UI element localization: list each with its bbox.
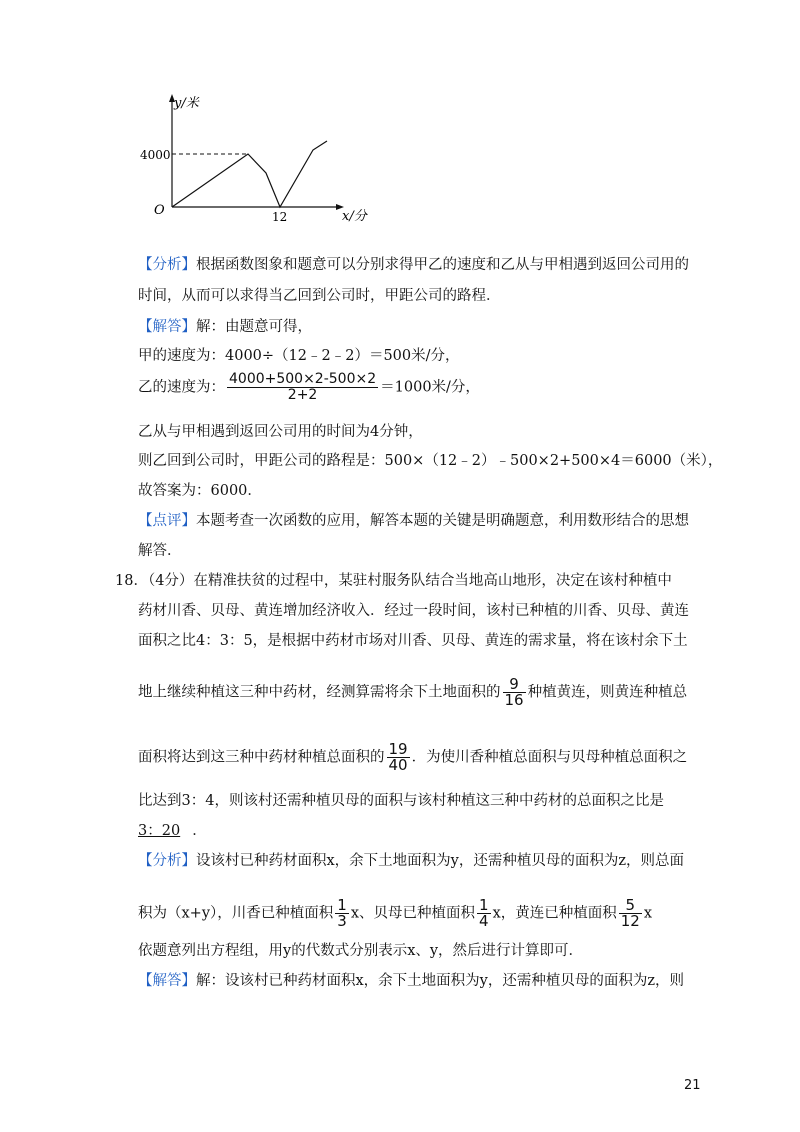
comment-text: 本题考查一次函数的应用，解答本题的关键是明确题意，利用数形结合的思想 bbox=[196, 513, 689, 529]
q18-line7 bbox=[138, 820, 207, 842]
line-b-suffix: ＝1000米/分， bbox=[380, 379, 480, 396]
line4-suffix: 种植黄连，则黄连种植总 bbox=[527, 684, 688, 701]
analysis-text: 根据函数图象和题意可以分别求得甲乙的速度和乙从与甲相遇到返回公司用的 bbox=[196, 257, 689, 273]
fraction-1-4 bbox=[477, 898, 491, 929]
analysis-tag: 【分析】 bbox=[138, 257, 196, 273]
fraction-denominator: 16 bbox=[504, 691, 524, 709]
q17-line-b bbox=[138, 372, 480, 403]
fraction-numerator: 19 bbox=[388, 740, 408, 758]
fraction-denominator: 12 bbox=[620, 912, 640, 930]
fraction-denominator: 4 bbox=[479, 912, 489, 930]
q17-analysis-line1 bbox=[138, 254, 689, 276]
a2-part2: x、贝母已种植面积 bbox=[350, 905, 476, 922]
fraction-numerator: 1 bbox=[479, 896, 489, 914]
q18-line6: 比达到3：4，则该村还需种植贝母的面积与该村种植这三种中药材的总面积之比是 bbox=[138, 793, 664, 809]
analysis-tag: 【分析】 bbox=[138, 853, 196, 869]
comment-tag: 【点评】 bbox=[138, 513, 196, 529]
q18-line4 bbox=[138, 677, 687, 708]
line4-prefix: 地上继续种植这三种中药材，经测算需将余下土地面积的 bbox=[138, 684, 501, 701]
q18-analysis-line1 bbox=[138, 850, 684, 872]
y-tick-4000: 4000 bbox=[140, 148, 171, 162]
q17-solution-line1 bbox=[138, 316, 312, 338]
fraction-numerator: 1 bbox=[337, 896, 347, 914]
speed-fraction bbox=[227, 372, 378, 403]
y-axis-label: y/米 bbox=[174, 96, 199, 111]
a2-part3: x，黄连已种植面积 bbox=[492, 905, 617, 922]
solution-text: 解：设该村已种药材面积x，余下土地面积为y，还需种植贝母的面积为z，则 bbox=[196, 973, 685, 989]
line-b-prefix: 乙的速度为： bbox=[138, 379, 225, 396]
solution-text: 解：由题意可得， bbox=[196, 319, 312, 335]
q17-comment-line1 bbox=[138, 510, 689, 532]
q17-analysis-line2: 时间，从而可以求得当乙回到公司时，甲距公司的路程． bbox=[138, 288, 501, 304]
x-tick-12: 12 bbox=[272, 210, 288, 224]
q18-line1: 18．（4分）在精准扶贫的过程中，某驻村服务队结合当地高山地形，决定在该村种植中 bbox=[115, 573, 672, 589]
fraction-denominator: 2+2 bbox=[287, 387, 318, 403]
analysis-text: 设该村已种药材面积x，余下土地面积为y，还需种植贝母的面积为z，则总面 bbox=[196, 853, 685, 869]
graph-line bbox=[172, 141, 327, 207]
fraction-5-12 bbox=[619, 898, 642, 929]
fraction-numerator: 4000+500×2-500×2 bbox=[229, 371, 377, 387]
q17-line-c: 乙从与甲相遇到返回公司用的时间为4分钟， bbox=[138, 424, 423, 440]
fraction-1-3 bbox=[335, 898, 349, 929]
q18-analysis-line2 bbox=[138, 898, 652, 929]
origin-label: O bbox=[154, 203, 165, 218]
q18-line5 bbox=[138, 742, 687, 773]
fraction-9-16 bbox=[503, 677, 526, 708]
function-graph bbox=[130, 90, 380, 225]
q18-line2: 药材川香、贝母、黄连增加经济收入．经过一段时间，该村已种植的川香、贝母、黄连 bbox=[138, 603, 689, 619]
q17-line-e: 故答案为：6000． bbox=[138, 483, 262, 499]
q17-line-a: 甲的速度为：4000÷（12﹣2﹣2）＝500米/分， bbox=[138, 348, 460, 364]
q17-comment-line2: 解答． bbox=[138, 543, 182, 559]
answer-blank: 3：20 bbox=[138, 823, 181, 839]
q18-line3: 面积之比4：3：5，是根据中药材市场对川香、贝母、黄连的需求量，将在该村余下土 bbox=[138, 633, 688, 649]
fraction-denominator: 40 bbox=[388, 756, 408, 774]
solution-tag: 【解答】 bbox=[138, 973, 196, 989]
line5-suffix: ．为使川香种植总面积与贝母种植总面积之 bbox=[411, 749, 688, 766]
line7-suffix: ． bbox=[192, 823, 207, 839]
page-number: 21 bbox=[684, 1078, 701, 1093]
fraction-19-40 bbox=[387, 742, 410, 773]
x-axis-label: x/分 bbox=[342, 209, 367, 224]
q18-solution-line1 bbox=[138, 970, 684, 992]
line5-prefix: 面积将达到这三种中药材种植总面积的 bbox=[138, 749, 385, 766]
solution-tag: 【解答】 bbox=[138, 319, 196, 335]
q17-line-d: 则乙回到公司时，甲距公司的路程是：500×（12﹣2）﹣500×2+500×4＝6000（米）， bbox=[138, 453, 723, 469]
fraction-numerator: 9 bbox=[503, 677, 526, 693]
q18-analysis-line3: 依题意列出方程组，用y的代数式分别表示x、y，然后进行计算即可． bbox=[138, 943, 584, 959]
fraction-denominator: 3 bbox=[337, 912, 347, 930]
a2-part4: x bbox=[643, 905, 653, 922]
fraction-numerator: 5 bbox=[619, 898, 642, 914]
a2-part1: 积为（x+y），川香已种植面积 bbox=[138, 905, 334, 922]
